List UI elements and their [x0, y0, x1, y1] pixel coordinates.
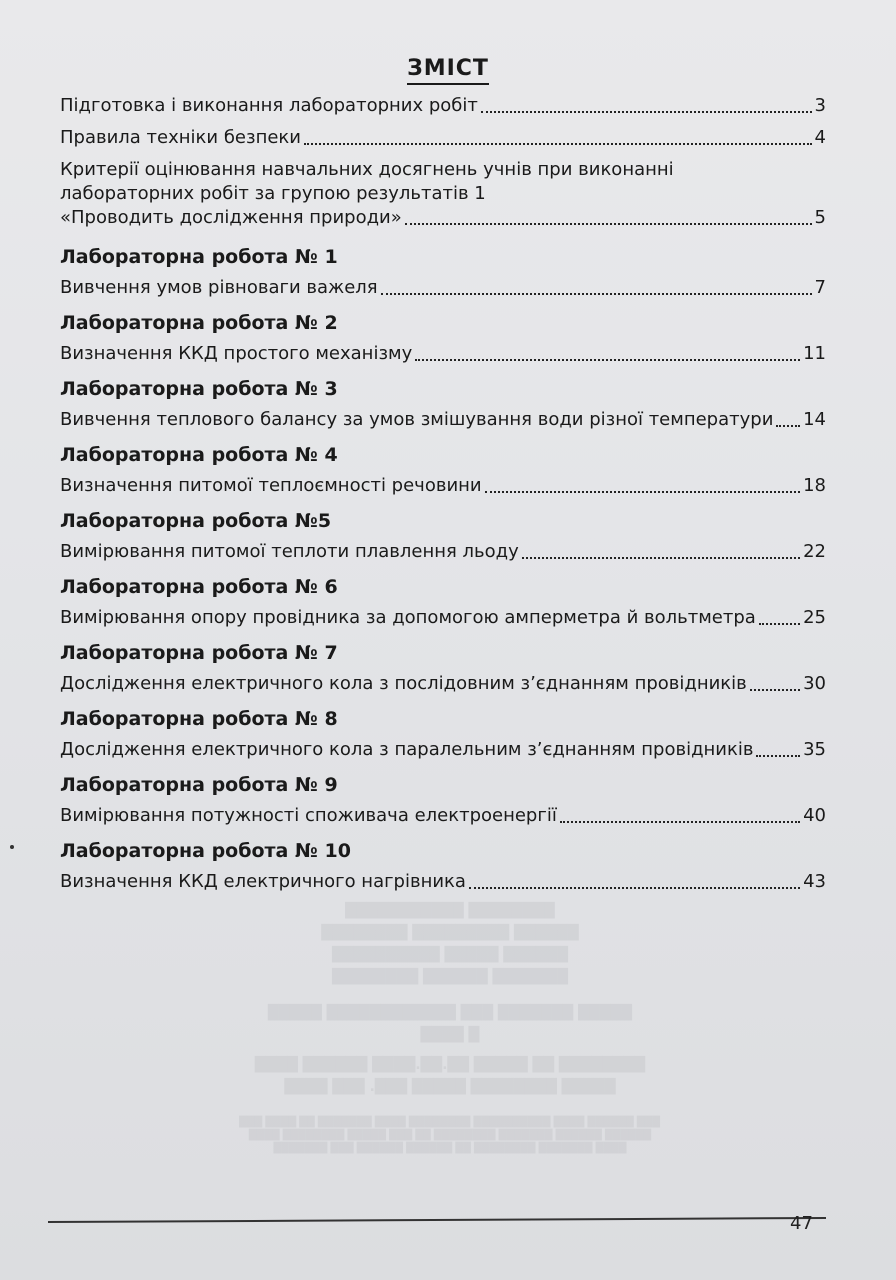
lab-topic: Вимірювання опору провідника за допомогою амперметра й вольтметра	[60, 607, 756, 628]
dot-leader	[415, 359, 800, 361]
lab-topic: Визначення ККД електричного нагрівника	[60, 871, 466, 892]
toc-page-number: 11	[803, 343, 826, 364]
toc-page-number: 4	[814, 127, 826, 148]
dot-leader	[522, 557, 800, 559]
toc-entry-safety[interactable]	[60, 126, 826, 150]
lab-topic: Вивчення теплового балансу за умов змішування води різної температури	[60, 409, 774, 430]
dot-leader	[485, 491, 800, 493]
lab-heading: Лабораторна робота № 4	[60, 444, 338, 466]
toc-page-number: 30	[803, 673, 826, 694]
toc-page-number: 25	[803, 607, 826, 628]
lab-topic: Вимірювання потужності споживача електроенергії	[60, 805, 557, 826]
dot-leader	[776, 425, 800, 427]
toc-entry-lab-3[interactable]	[60, 376, 826, 432]
lab-heading: Лабораторна робота № 9	[60, 774, 338, 796]
lab-topic: Вимірювання питомої теплоти плавлення льоду	[60, 541, 519, 562]
toc-entry-lab-6[interactable]	[60, 574, 826, 630]
lab-heading: Лабораторна робота № 7	[60, 642, 338, 664]
dot-leader	[560, 821, 800, 823]
toc-entry-criteria[interactable]	[60, 158, 826, 230]
table-of-contents	[60, 90, 826, 894]
toc-entry-lab-9[interactable]	[60, 772, 826, 828]
toc-entry-text: «Проводить дослідження природи»	[60, 207, 402, 228]
toc-entry-lab-2[interactable]	[60, 310, 826, 366]
toc-page-number: 5	[814, 207, 826, 228]
toc-entry-lab-1[interactable]	[60, 244, 826, 300]
dot-leader	[469, 887, 800, 889]
page-title: ЗМІСТ	[0, 56, 896, 81]
lab-heading: Лабораторна робота № 6	[60, 576, 338, 598]
lab-topic: Визначення ККД простого механізму	[60, 343, 413, 364]
toc-page-number: 22	[803, 541, 826, 562]
dot-leader	[759, 623, 800, 625]
dot-leader	[405, 223, 812, 225]
footer-rule	[48, 1217, 826, 1223]
dot-leader	[750, 689, 800, 691]
toc-page-number: 35	[803, 739, 826, 760]
toc-entry-text: Критерії оцінювання навчальних досягнень учнів при виконанні	[60, 159, 674, 180]
toc-entry-lab-7[interactable]	[60, 640, 826, 696]
lab-heading: Лабораторна робота № 10	[60, 840, 351, 862]
show-through-decoration: ████████ ███████████ ██████ █████████ ████████ ██████ █████ ██████████ ███████ ██████ ████████ █████ ███████ ███ ████████████ █████ █ ████ ████████ ██ █████ ██.██.████ ██████ ████ █████ ████████ █████ ███. ███ ████ ███ ██████ ████ ██████████ ████████ ████ ███████ ██ ████ ███ ██████ ██████ ███████ ████████ ██ ███ █████ ████████ ████ ████ ███████ ████████ ██ ██████ ██████ ███ ███████	[239, 903, 660, 1154]
dot-leader	[756, 755, 800, 757]
page-number: 47	[790, 1213, 813, 1234]
dot-leader	[481, 111, 812, 113]
toc-entry-text: Правила техніки безпеки	[60, 127, 301, 148]
lab-topic: Вивчення умов рівноваги важеля	[60, 277, 378, 298]
lab-heading: Лабораторна робота № 1	[60, 246, 338, 268]
lab-topic: Визначення питомої теплоємності речовини	[60, 475, 482, 496]
lab-heading: Лабораторна робота №5	[60, 510, 332, 532]
toc-page-number: 40	[803, 805, 826, 826]
toc-entry-lab-5[interactable]	[60, 508, 826, 564]
toc-entry-text: Підготовка і виконання лабораторних робіт	[60, 95, 478, 116]
toc-page-number: 3	[814, 95, 826, 116]
dot-leader	[304, 143, 812, 145]
toc-entry-lab-10[interactable]	[60, 838, 826, 894]
toc-page-number: 14	[803, 409, 826, 430]
scan-speck	[10, 845, 14, 849]
toc-page-number: 7	[814, 277, 826, 298]
lab-topic: Дослідження електричного кола з послідовним з’єднанням провідників	[60, 673, 747, 694]
toc-entry-lab-8[interactable]	[60, 706, 826, 762]
toc-page-number: 43	[803, 871, 826, 892]
toc-entry-text: лабораторних робіт за групою результатів 1	[60, 183, 486, 204]
lab-heading: Лабораторна робота № 3	[60, 378, 338, 400]
lab-heading: Лабораторна робота № 8	[60, 708, 338, 730]
lab-topic: Дослідження електричного кола з паралельним з’єднанням провідників	[60, 739, 754, 760]
toc-entry-lab-4[interactable]	[60, 442, 826, 498]
lab-heading: Лабораторна робота № 2	[60, 312, 338, 334]
dot-leader	[381, 293, 812, 295]
toc-entry-preparation[interactable]	[60, 94, 826, 118]
toc-page-number: 18	[803, 475, 826, 496]
